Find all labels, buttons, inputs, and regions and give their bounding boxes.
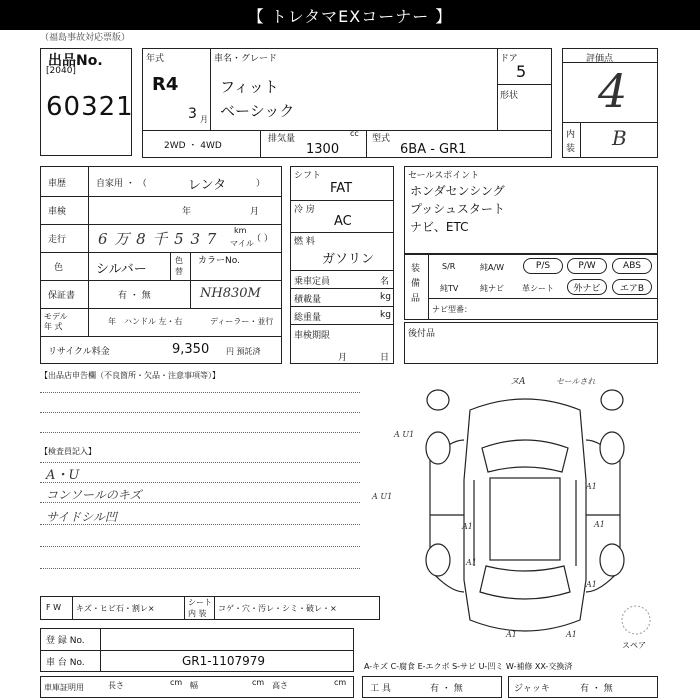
fw-value: キズ・ヒビ石・割レ×: [76, 604, 155, 613]
displacement-label: 排気量: [268, 134, 296, 144]
load-unit: kg: [380, 292, 391, 302]
cert-length-unit: cm: [170, 678, 183, 687]
color-no-label: カラーNo.: [198, 256, 240, 266]
cert-length: 長さ: [108, 681, 124, 690]
registration-label: 登 録 No.: [46, 636, 85, 646]
damage-mark-4: A1: [462, 522, 473, 531]
equip-ps: P/S: [523, 258, 563, 274]
interior-label-1: 内: [566, 130, 576, 140]
history-close: ）: [256, 179, 266, 189]
warranty-label: 保証書: [48, 291, 76, 301]
damage-mark-7: A1: [586, 580, 597, 589]
model-year-label-2: 年 式: [44, 322, 63, 331]
weight-label: 総重量: [294, 313, 322, 323]
displacement-value: 1300: [306, 142, 340, 157]
fuel-label: 燃 料: [294, 237, 315, 247]
fw-label: F W: [46, 603, 62, 612]
recycle-label: リサイクル料金: [48, 347, 110, 357]
inspection-year-unit: 年: [182, 207, 192, 217]
inspector-note-1: A・U: [46, 468, 80, 483]
mileage-unit-km: km: [234, 226, 247, 235]
equip-pw: P/W: [567, 258, 607, 274]
mileage-digits: 6 万 8 千 5 3 7: [98, 230, 218, 248]
model-year-unit: 年: [108, 317, 116, 326]
year-label: 年式: [146, 54, 165, 64]
warranty-value: 有 ・ 無: [118, 291, 151, 301]
year-month-unit: 月: [200, 115, 208, 124]
model-year-label-1: モデル: [44, 312, 68, 321]
equip-nav: 純ナビ: [480, 284, 504, 293]
interior-value: B: [612, 126, 627, 150]
recycle-value: 9,350: [172, 342, 210, 357]
banner: 【 トレタマEXコーナー 】: [0, 0, 700, 30]
interior-label-2: 装: [566, 144, 576, 154]
inspector-note-3: サイドシル凹: [46, 510, 117, 524]
deadline-day-unit: 日: [380, 353, 390, 363]
mileage-paren: （ ）: [252, 234, 273, 244]
damage-mark-2: A U1: [372, 492, 393, 501]
inspection-month-unit: 月: [250, 207, 260, 217]
tools-label: 工 具: [370, 684, 391, 694]
car-diagram: [390, 370, 660, 660]
shift-label: シフト: [294, 171, 322, 181]
deadline-label: 車検期限: [294, 331, 331, 341]
seat-label-2: 内 装: [188, 609, 207, 618]
fuel-value: ガソリン: [322, 252, 375, 267]
damage-mark-5: A1: [594, 520, 605, 529]
diagram-note-top: ヌA: [510, 377, 526, 387]
inspection-label: 車検: [48, 207, 67, 217]
inspector-label: 【検査員記入】: [40, 447, 96, 456]
capacity-label: 乗車定員: [294, 277, 331, 287]
aircon-label: 冷 房: [294, 205, 315, 215]
color-change-1: 色: [175, 256, 183, 265]
lot-label: 出品No.: [48, 53, 103, 69]
retrofit-box: [404, 322, 658, 364]
top-note: （福島事故対応票版）: [40, 33, 131, 43]
sales-point-3: ナビ、ETC: [410, 220, 469, 234]
load-label: 積載量: [294, 295, 322, 305]
lot-tag: [2040]: [46, 66, 76, 76]
damage-mark-9: A1: [566, 630, 577, 639]
diagram-note-top2: セールされ: [556, 377, 596, 386]
displacement-unit: cc: [350, 129, 359, 138]
nav-model-label: ナビ型番：: [432, 305, 472, 314]
inspector-note-2: コンソールのキズ: [46, 488, 142, 502]
color-value: シルバー: [96, 262, 147, 277]
model-value: 6BA - GR1: [400, 142, 467, 157]
seat-value: コゲ・穴・汚レ・シミ・破レ・×: [218, 604, 337, 613]
lot-number: 60321: [46, 92, 134, 122]
cert-height: 高さ: [272, 681, 288, 690]
history-label: 車歴: [48, 179, 67, 189]
year-month: 3: [188, 106, 197, 122]
damage-legend: A-キズ C-腐食 E-エクボ S-サビ U-凹ミ W-補修 XX-交換済: [364, 662, 573, 671]
color-no-value: NH830M: [200, 286, 261, 301]
equip-airbag: エアB: [612, 279, 652, 295]
seat-label-1: シート: [188, 598, 212, 607]
cert-height-unit: cm: [334, 678, 347, 687]
equipment-label: 装 備 品: [411, 264, 421, 304]
car-grade: ベーシック: [220, 102, 295, 120]
damage-mark-3: A1: [586, 482, 597, 491]
deadline-month-unit: 月: [338, 353, 348, 363]
capacity-unit: 名: [380, 277, 390, 287]
equip-abs: ABS: [612, 258, 652, 274]
handle-side: ハンドル 左・右: [124, 317, 183, 326]
equip-leather: 革シート: [522, 284, 554, 293]
cert-label: 車庫証明用: [44, 683, 84, 692]
damage-mark-8: A1: [506, 630, 517, 639]
rating-value: 4: [598, 64, 628, 118]
damage-mark-1: A U1: [394, 430, 415, 439]
cert-width-unit: cm: [252, 678, 265, 687]
drive-type: 2WD ・ 4WD: [164, 141, 222, 151]
spare-label: スペア: [622, 641, 646, 650]
recycle-unit: 円 預託済: [226, 347, 261, 356]
dealer-type: ディーラー・並行: [210, 317, 274, 326]
year-era: R4: [152, 74, 179, 95]
sales-points-label: セールスポイント: [408, 171, 480, 181]
cert-width: 幅: [190, 681, 198, 690]
model-label: 型式: [372, 134, 391, 144]
equip-alloy: 純A/W: [480, 263, 505, 272]
damage-mark-6: A1: [466, 558, 477, 567]
car-name: フィット: [220, 78, 279, 96]
jack-value: 有 ・ 無: [580, 684, 613, 694]
chassis-value: GR1-1107979: [182, 654, 266, 668]
shift-value: FAT: [330, 181, 353, 196]
car-label: 車名・グレード: [214, 54, 278, 64]
equip-sr: S/R: [442, 262, 456, 271]
door-label: ドア: [500, 54, 518, 64]
mileage-unit-mile: マイル: [230, 239, 254, 248]
equip-tv: 純TV: [440, 284, 459, 293]
history-options: 自家用 ・ （: [96, 179, 147, 189]
color-change-2: 替: [175, 267, 183, 276]
seller-notes-label: 【出品店申告欄（不良箇所・欠品・注意事項等）】: [40, 371, 220, 380]
equip-ext-nav: 外ナビ: [567, 279, 607, 295]
color-label: 色: [54, 263, 64, 273]
rating-label: 評価点: [586, 54, 614, 64]
shape-label: 形状: [500, 91, 519, 101]
sales-point-1: ホンダセンシング: [410, 184, 505, 198]
weight-unit: kg: [380, 310, 391, 320]
chassis-label: 車 台 No.: [46, 658, 85, 668]
history-value: レンタ: [188, 178, 227, 193]
retrofit-label: 後付品: [408, 329, 436, 339]
aircon-value: AC: [334, 214, 352, 229]
jack-label: ジャッキ: [514, 684, 550, 694]
sales-point-2: プッシュスタート: [410, 202, 505, 216]
mileage-label: 走行: [48, 235, 67, 245]
tools-value: 有 ・ 無: [430, 684, 463, 694]
door-value: 5: [516, 62, 527, 81]
